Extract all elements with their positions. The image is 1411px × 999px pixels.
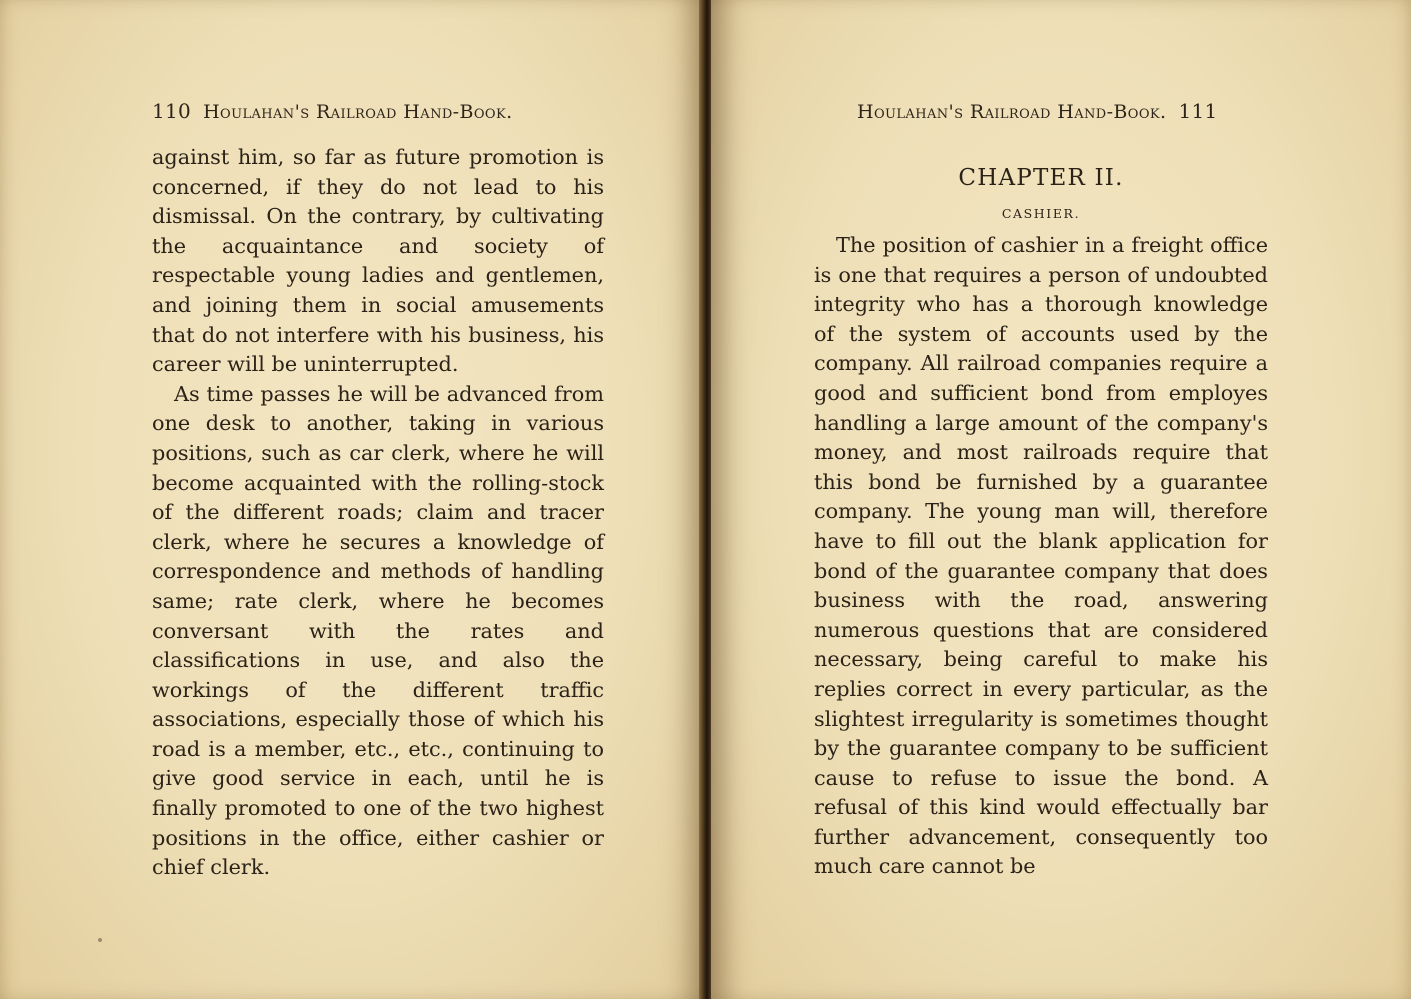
right-running-head	[857, 99, 1218, 124]
right-page-number: 111	[1178, 99, 1218, 123]
right-running-head-title: Houlahan's Railroad Hand-Book.	[857, 101, 1167, 123]
chapter-heading: CHAPTER II.	[958, 165, 1124, 191]
left-body-text	[152, 143, 604, 883]
right-body-text	[814, 231, 1268, 882]
right-paragraph-1: The position of cashier in a freight office is one that requires a person of undoubted integrity who has a thorough knowledge of the system of accounts used by the company. All railroad companies require a good and sufficient bond from employes handling a large amount of the company's money, and most railroads require that this bond be furnished by a guarantee company. The young man will, therefore have to fill out the blank application for bond of the guarantee company that does business with the road, answering numerous questions that are considered necessary, being careful to make his replies correct in every particular, as the slightest irregularity is sometimes thought by the guarantee company to be sufficient cause to refuse to issue the bond. A refusal of this kind would effectually bar further advancement, consequently too much care cannot be	[814, 233, 1268, 879]
section-heading: CASHIER.	[1001, 206, 1081, 221]
left-page-number: 110	[152, 99, 192, 123]
left-paragraph-1: against him, so far as future promotion is concerned, if they do not lead to his dismissal. On the contrary, by cultivating the acquaintance and society of respectable young ladies and gentlemen, and joining them in social amusements that do not interfere with his business, his career will be uninterrupted.	[152, 145, 604, 377]
left-page	[0, 0, 703, 999]
left-running-head-title: Houlahan's Railroad Hand-Book.	[203, 101, 513, 123]
left-paragraph-2: As time passes he will be advanced from one desk to another, taking in various positions, such as car clerk, where he will become acquainted with the rolling-stock of the different roads; claim and tracer clerk, where he secures a knowledge of correspondence and methods of handling same; rate clerk, where he becomes conversant with the rates and classifications in use, and also the workings of the different traffic associations, especially those of which his road is a member, etc., etc., continuing to give good service in each, until he is finally promoted to one of the two highest positions in the office, either cashier or chief clerk.	[152, 381, 604, 880]
paper-speck	[98, 938, 102, 942]
left-running-head	[152, 99, 513, 124]
right-page	[711, 0, 1411, 999]
